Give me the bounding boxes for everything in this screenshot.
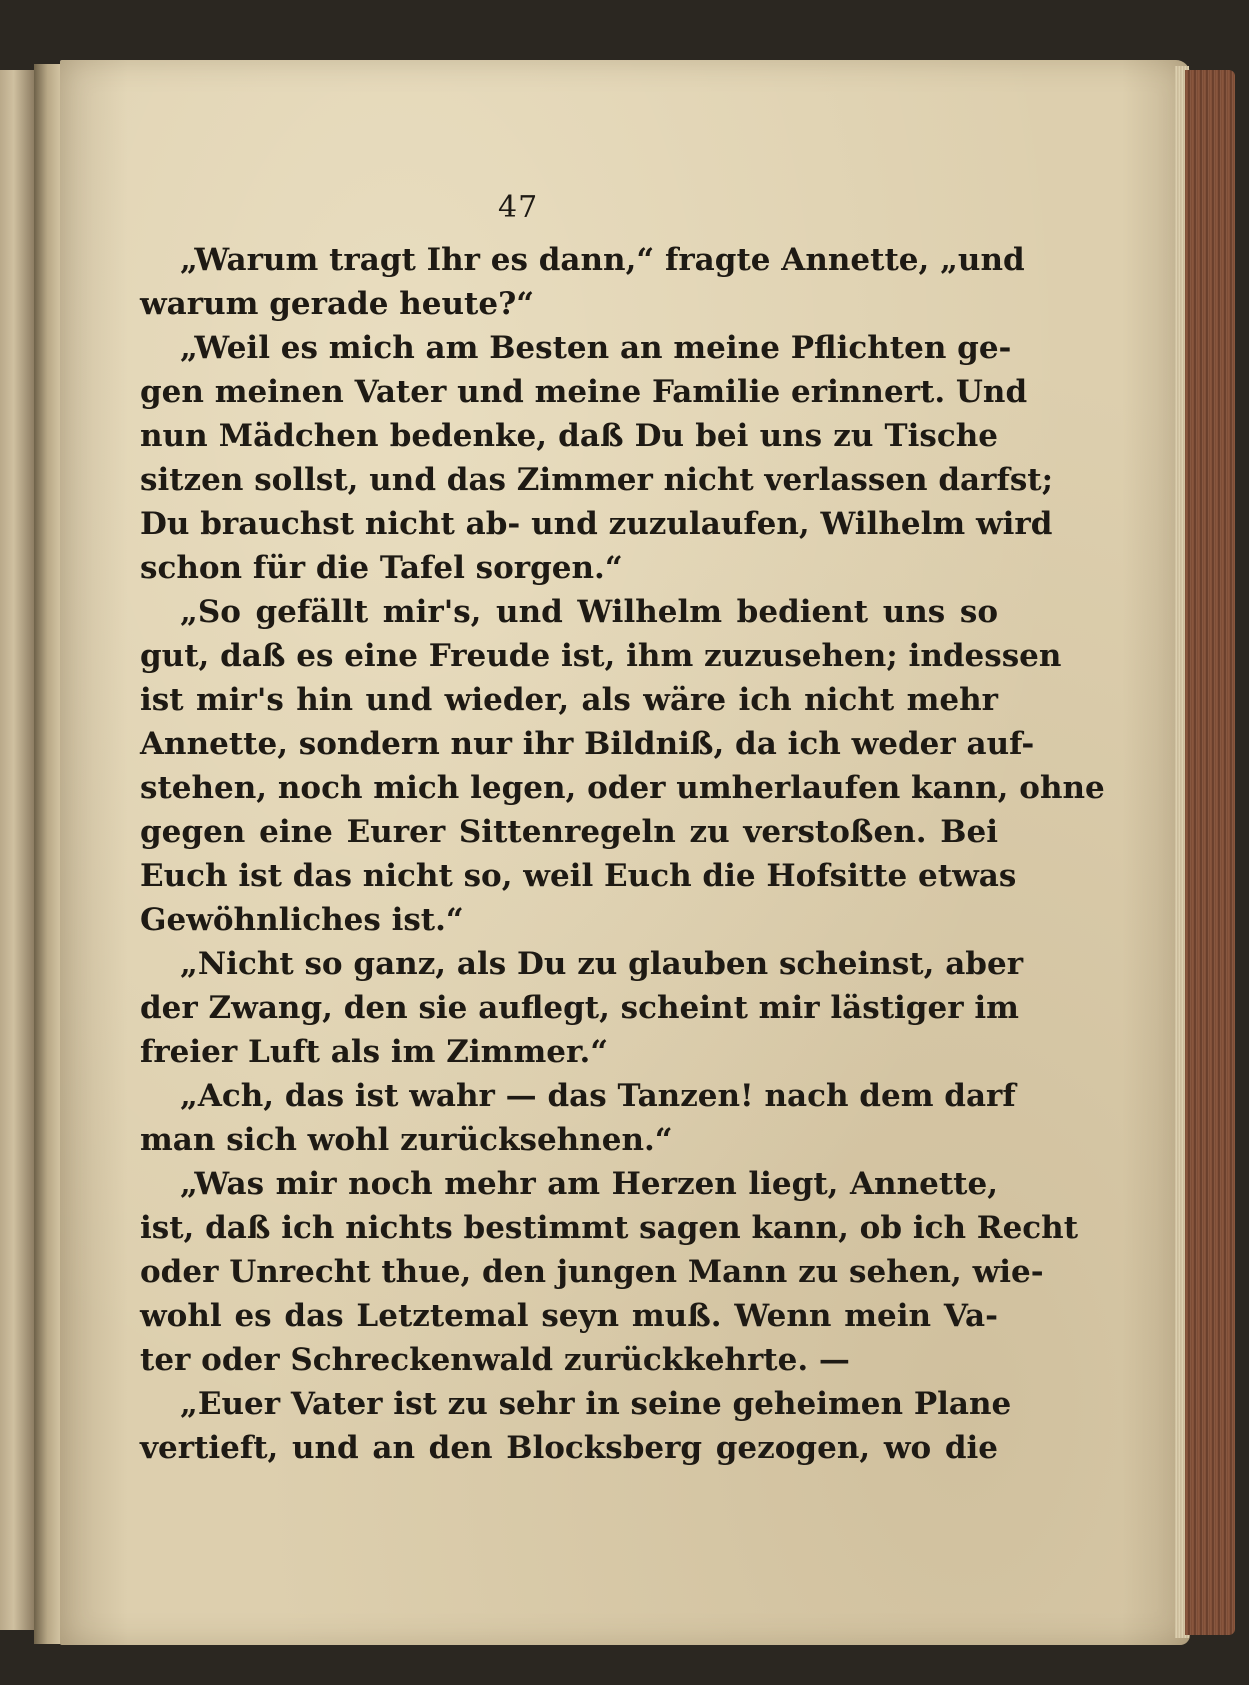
text-line: „Was mir noch mehr am Herzen liegt, Annette,	[180, 1166, 998, 1202]
left-page-edge	[0, 70, 34, 1630]
text-line: „Ach, das ist wahr — das Tanzen! nach dem darf	[180, 1078, 1016, 1114]
text-line: ist, daß ich nichts bestimmt sagen kann, ob ich Recht	[140, 1210, 1079, 1246]
text-line: freier Luft als im Zimmer.“	[140, 1034, 609, 1070]
text-line: stehen, noch mich legen, oder umherlaufen kann, ohne	[140, 770, 1105, 806]
text-line: man sich wohl zurücksehnen.“	[140, 1122, 673, 1158]
text-line: oder Unrecht thue, den jungen Mann zu sehen, wie-	[140, 1254, 1044, 1290]
text-line: schon für die Tafel sorgen.“	[140, 550, 623, 586]
text-line: wohl es das Letztemal seyn muß. Wenn mein Va-	[140, 1298, 998, 1334]
text-line: nun Mädchen bedenke, daß Du bei uns zu Tische	[140, 418, 998, 454]
text-line: warum gerade heute?“	[140, 286, 535, 322]
text-line: „Weil es mich am Besten an meine Pflichten ge-	[180, 330, 1012, 366]
text-line: Annette, sondern nur ihr Bildniß, da ich weder auf-	[140, 726, 1035, 762]
text-line: „Warum tragt Ihr es dann,“ fragte Annette, „und	[180, 242, 1025, 278]
text-line: sitzen sollst, und das Zimmer nicht verlassen darfst;	[140, 462, 1054, 498]
text-line: ist mir's hin und wieder, als wäre ich nicht mehr	[140, 682, 998, 718]
text-line: „Euer Vater ist zu sehr in seine geheimen Plane	[180, 1386, 1012, 1422]
text-line: der Zwang, den sie auflegt, scheint mir lästiger im	[140, 990, 1019, 1026]
body-text	[140, 238, 1105, 1470]
text-line: vertieft, und an den Blocksberg gezogen, wo die	[140, 1430, 998, 1466]
page-number: 47	[498, 190, 539, 225]
text-line: ter oder Schreckenwald zurückkehrte. —	[140, 1342, 850, 1378]
book-cover-edge	[1185, 70, 1235, 1635]
text-line: Du brauchst nicht ab- und zuzulaufen, Wilhelm wird	[140, 506, 1053, 542]
text-line: gegen eine Eurer Sittenregeln zu verstoßen. Bei	[140, 814, 998, 850]
text-line: „Nicht so ganz, als Du zu glauben scheinst, aber	[180, 946, 1024, 982]
text-line: Gewöhnliches ist.“	[140, 902, 464, 938]
text-line: gut, daß es eine Freude ist, ihm zuzusehen; indessen	[140, 638, 1062, 674]
text-line: Euch ist das nicht so, weil Euch die Hofsitte etwas	[140, 858, 1017, 894]
text-line: gen meinen Vater und meine Familie erinnert. Und	[140, 374, 1028, 410]
text-line: „So gefällt mir's, und Wilhelm bedient uns so	[180, 594, 998, 630]
